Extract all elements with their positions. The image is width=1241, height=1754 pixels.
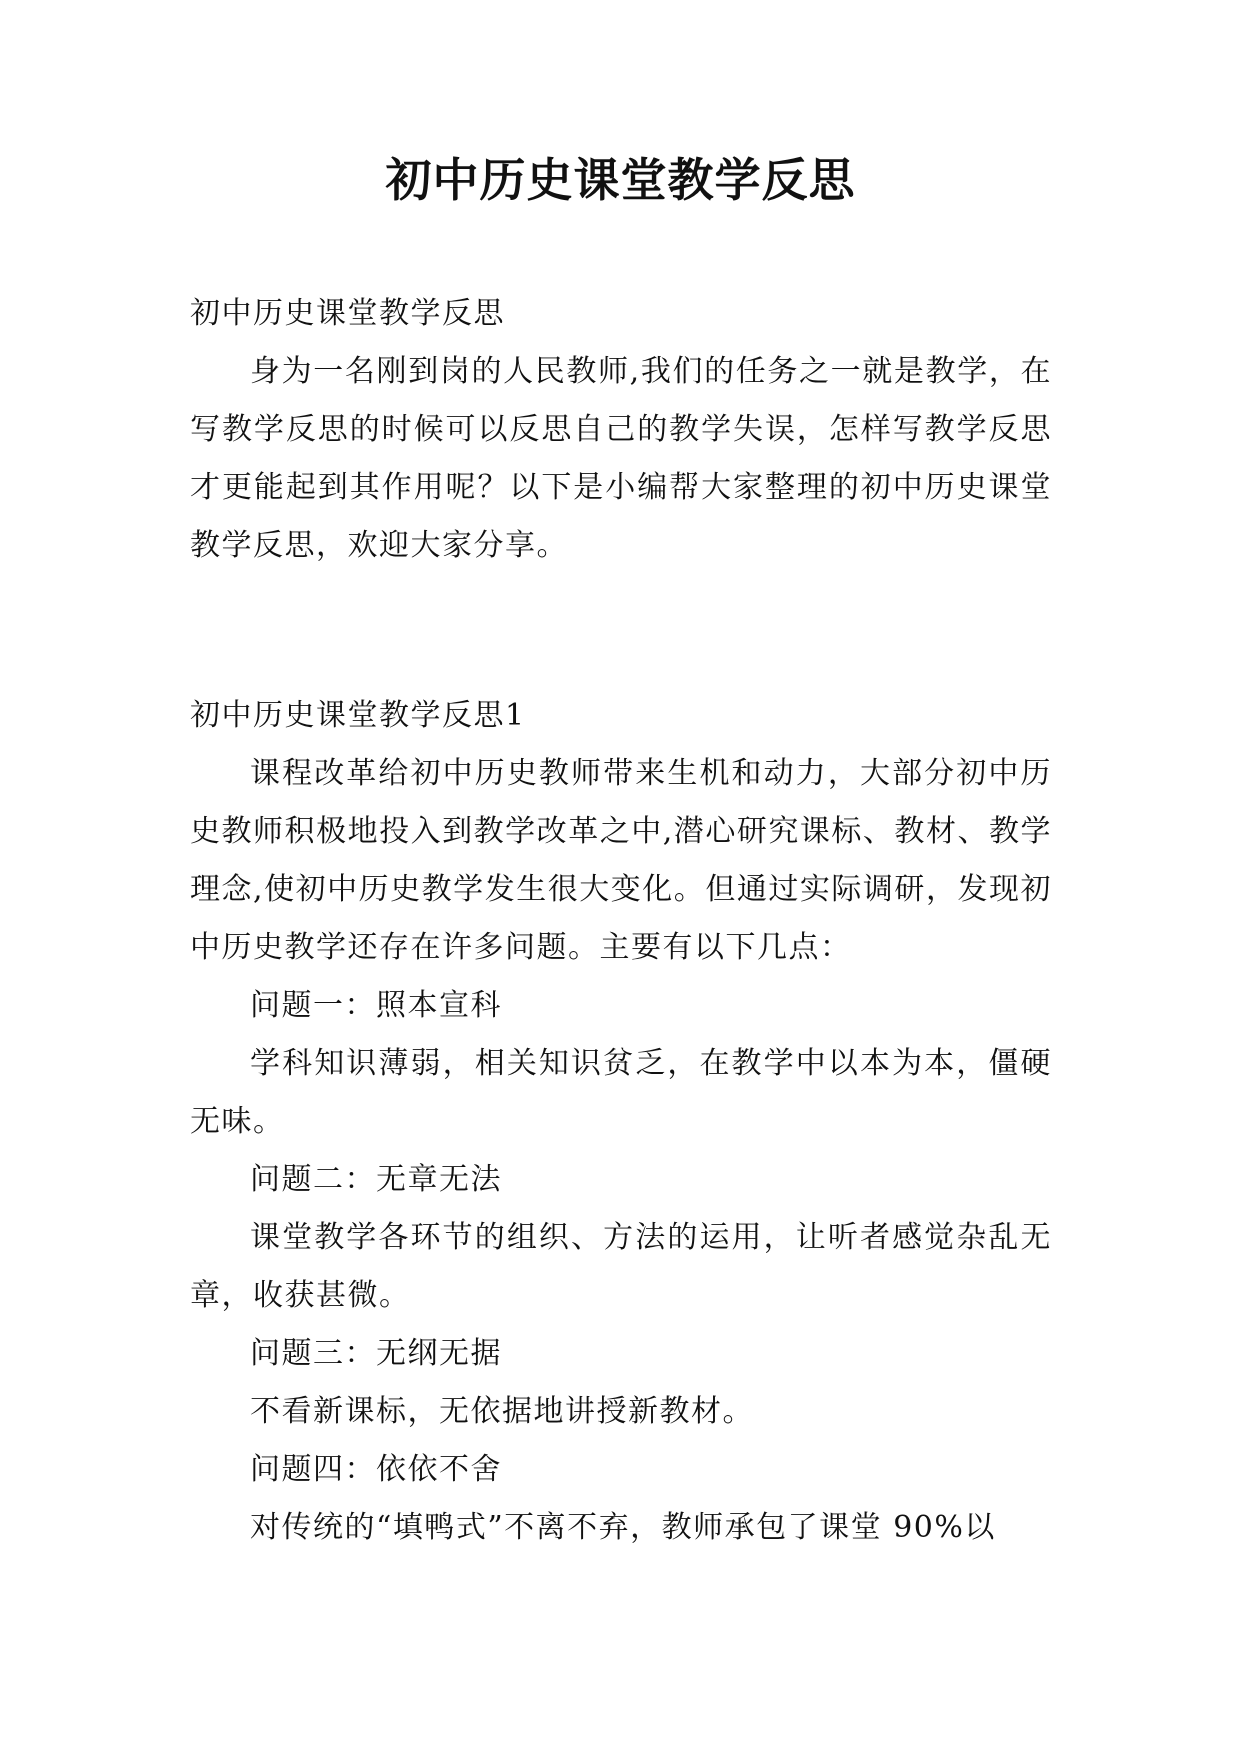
problem2-title: 问题二：无章无法 bbox=[250, 1162, 502, 1197]
problem1-title: 问题一：照本宣科 bbox=[250, 988, 502, 1023]
intro-heading: 初中历史课堂教学反思 bbox=[190, 296, 505, 331]
problem3-text: 不看新课标，无依据地讲授新教材。 bbox=[250, 1394, 754, 1429]
section-spacer bbox=[190, 575, 1052, 687]
problem1-text: 学科知识薄弱，相关知识贫乏，在教学中以本为本，僵硬无味。 bbox=[190, 1046, 1052, 1139]
problem4-text: 对传统的“填鸭式”不离不弃，教师承包了课堂 90%以 bbox=[250, 1510, 996, 1545]
document-title: 初中历史课堂教学反思 bbox=[385, 153, 856, 207]
problem2-text: 课堂教学各环节的组织、方法的运用，让听者感觉杂乱无章，收获甚微。 bbox=[190, 1220, 1052, 1313]
problem4-title: 问题四：依依不舍 bbox=[250, 1452, 502, 1487]
section1-intro-paragraph: 课程改革给初中历史教师带来生机和动力，大部分初中历史教师积极地投入到教学改革之中,潜心研究课标、教材、教学理念,使初中历史教学发生很大变化。但通过实际调研，发现初中历史教学还存在许多问题。主要有以下几点： bbox=[190, 756, 1052, 965]
section1-heading: 初中历史课堂教学反思1 bbox=[190, 698, 526, 733]
document-body bbox=[190, 285, 1052, 1557]
intro-paragraph: 身为一名刚到岗的人民教师,我们的任务之一就是教学，在写教学反思的时候可以反思自己的教学失误，怎样写教学反思才更能起到其作用呢？以下是小编帮大家整理的初中历史课堂教学反思，欢迎大家分享。 bbox=[190, 354, 1052, 563]
problem3-title: 问题三：无纲无据 bbox=[250, 1336, 502, 1371]
